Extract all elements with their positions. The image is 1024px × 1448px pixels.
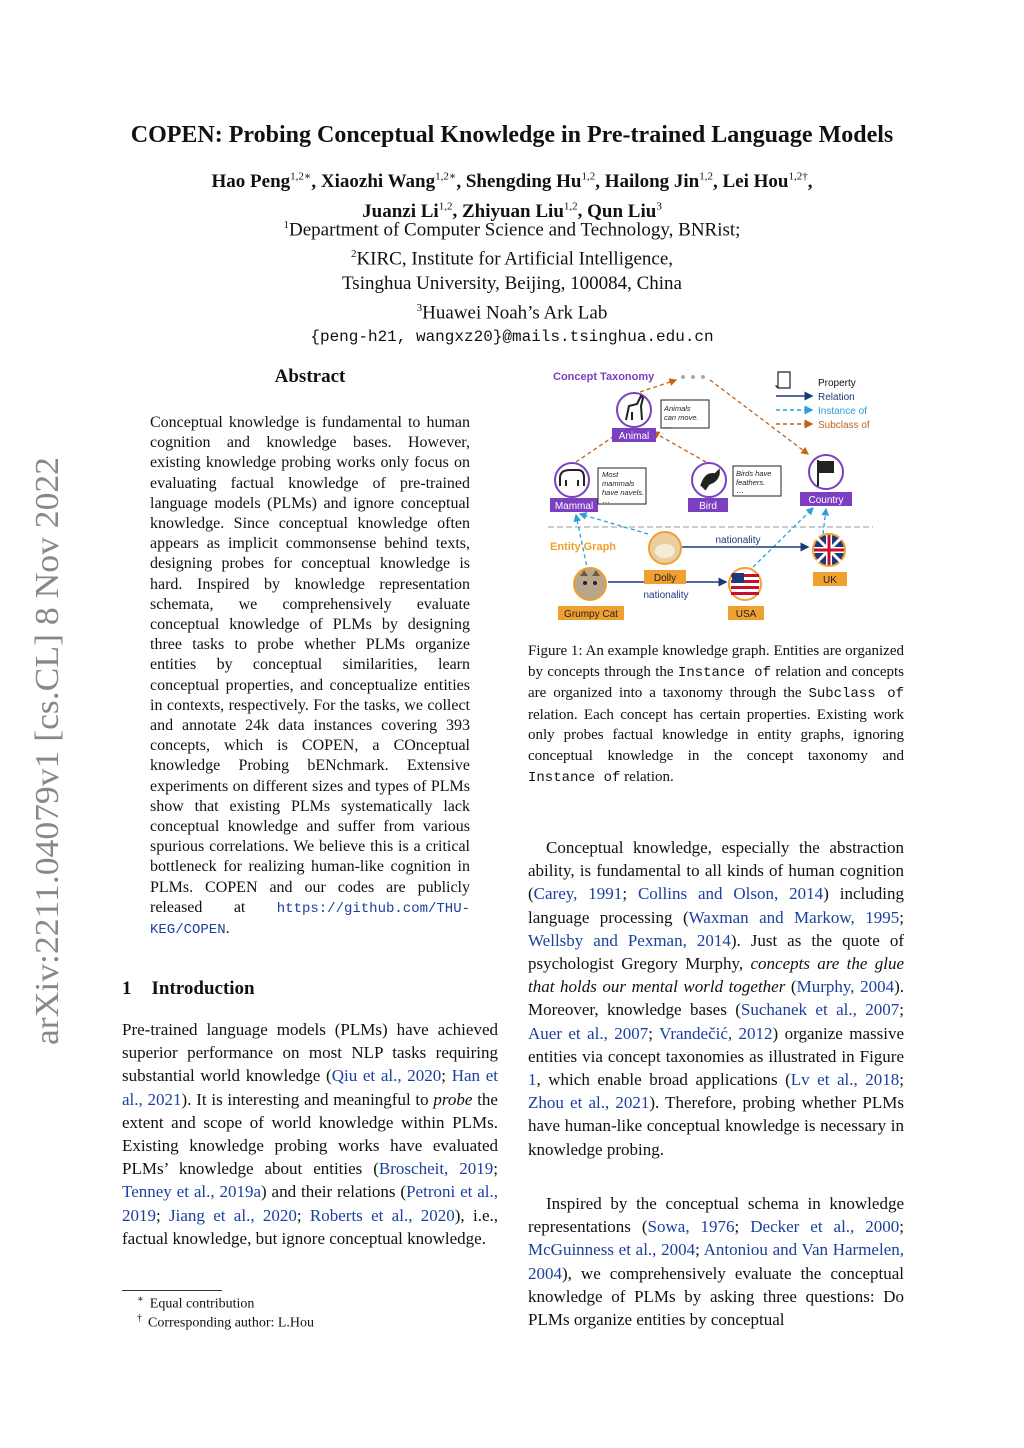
body-text: ), i.e., factual knowledge, but ignore conceptual knowledge. — [122, 1205, 498, 1248]
affiliations — [0, 213, 1024, 349]
body-text: ) and their relations ( — [261, 1182, 407, 1202]
author-line-1: Hao Peng$^{1,2∗}$, Xiaozhi Wang$^{1,2∗}$, Shengding Hu$^{1,2}$, Hailong Jin$^{1,2}$, Lei Hou$^{1,2\dagger}$, — [211, 171, 813, 193]
uk-flag-icon — [813, 534, 845, 566]
property-mammal-2: mammals — [602, 479, 635, 488]
property-animal-3: … — [664, 421, 672, 430]
citation-link[interactable]: Collins and Olson, 2014 — [637, 884, 824, 904]
relation-label-uk: nationality — [715, 535, 761, 546]
citation-link[interactable]: Vrandečić, 2012 — [659, 1023, 773, 1043]
body-text: ) including language processing ( — [528, 884, 904, 927]
author: Qun Liu$^3$ — [587, 200, 662, 222]
relation-label-usa: nationality — [643, 590, 689, 601]
body-text: ( — [785, 977, 797, 997]
body-text: the extent and scope of world knowledge within PLMs. Existing knowledge probing works have evaluated PLMs’ knowledge about entities ( — [122, 1089, 498, 1179]
code-term: Instance of — [677, 664, 771, 681]
body-text: ). Just as the quote of psychologist Gregory Murphy, — [528, 930, 904, 974]
property-mammal-3: have navels. — [602, 488, 645, 497]
citation-link[interactable]: Wellsby and Pexman, 2014 — [528, 930, 731, 950]
entity-uk: UK — [823, 575, 837, 586]
legend — [776, 372, 870, 431]
arxiv-stamp — [14, 455, 74, 1045]
body-text: ; — [899, 1070, 905, 1090]
body-text: ; — [493, 1159, 498, 1179]
body-text: ). It is interesting and meaningful to — [181, 1089, 434, 1109]
citation-link[interactable]: Petroni et al., 2019 — [122, 1182, 498, 1225]
concept-mammal: Mammal — [554, 501, 594, 512]
property-icon — [776, 372, 790, 388]
affiliation-2: $^2$KIRC, Institute for Artificial Intelligence, — [350, 248, 674, 270]
citation-link[interactable]: Lv et al., 2018 — [790, 1070, 900, 1090]
figure-1 — [528, 362, 904, 627]
abstract-heading: Abstract — [274, 366, 346, 387]
body-text: ; — [899, 1217, 904, 1237]
body-text: ). Moreover, knowledge bases ( — [528, 977, 904, 1020]
author: Zhiyuan Liu$^{1,2}$ — [461, 200, 578, 222]
body-text: ; — [622, 884, 638, 904]
arxiv-stamp-text: arXiv:2211.04079v1 [cs.CL] 8 Nov 2022 — [29, 483, 66, 1045]
citation-link[interactable]: Broscheit, 2019 — [378, 1159, 494, 1179]
author: Lei Hou$^{1,2\dagger}$ — [722, 171, 808, 193]
citation-link[interactable]: 1 — [528, 1070, 537, 1090]
abstract-body: Conceptual knowledge is fundamental to human cognition and knowledge bases. However, existing knowledge probing works only focus on evaluating factual knowledge of pre-trained language models (PLMs) and ignore conceptual knowledge. Since conceptual knowledge often appears as implicit commonsense behind texts, designing probes for conceptual knowledge is hard. Inspired by knowledge representation schemata, we comprehensively evaluate conceptual knowledge of PLMs by designing three tasks to probe whether PLMs organize entities by conceptual similarities, learn conceptual properties, and conceptualize entities in contexts, respectively. For the tasks, we collect and annotate 24k data instances covering 393 concepts, which is COPEN, a COnceptual knowledge Probing bENchmark. Extensive experiments on different sizes and types of PLMs show that existing PLMs systematically lack conceptual knowledge and suffer from various spurious correlations. We believe this is a critical bottleneck for realizing human-like cognition in PLMs. COPEN and our codes are publicly released at https://github.com/THU-KEG/COPEN. — [150, 414, 470, 939]
entity-dolly: Dolly — [653, 573, 677, 584]
legend-instance: Instance of — [818, 406, 867, 417]
body-text: ; — [648, 1023, 660, 1043]
emphasis-text: probe — [433, 1089, 473, 1109]
affiliation-2b: Tsinghua University, Beijing, 100084, China — [342, 272, 682, 294]
citation-link[interactable]: McGuinness et al., 2004 — [528, 1240, 696, 1260]
emphasis-text: concepts are the glue that holds our mental world together — [528, 954, 904, 997]
body-text: relation. — [620, 768, 674, 785]
citation-link[interactable]: Tenney et al., 2019a — [122, 1182, 262, 1202]
email: {peng-h21, wangxz20}@mails.tsinghua.edu.cn — [310, 327, 714, 346]
citation-link[interactable]: Murphy, 2004 — [796, 977, 895, 997]
citation-link[interactable]: Roberts et al., 2020 — [309, 1205, 455, 1225]
body-text: ; — [156, 1205, 170, 1225]
intro-paragraph-2 — [528, 836, 904, 1161]
citation-link[interactable]: Auer et al., 2007 — [528, 1023, 649, 1043]
body-text: ; — [695, 1240, 704, 1260]
section-heading: 1 Introduction — [122, 978, 255, 999]
citation-link[interactable]: Waxman and Markow, 1995 — [688, 907, 900, 927]
citation-link[interactable]: Qiu et al., 2020 — [331, 1066, 442, 1086]
author-line-2: Juanzi Li$^{1,2}$, Zhiyuan Liu$^{1,2}$, Qun Liu$^3$ — [362, 200, 662, 222]
author: Juanzi Li$^{1,2}$ — [362, 200, 453, 222]
citation-link[interactable]: Sowa, 1976 — [647, 1217, 735, 1237]
body-text: ). Therefore, probing whether PLMs have human-like conceptual knowledge is necessary in knowledge probing. — [528, 1093, 904, 1159]
body-text: ; — [899, 1000, 904, 1020]
citation-link[interactable]: Antoniou and Van Harmelen, 2004 — [528, 1240, 904, 1283]
body-text: ; — [899, 907, 904, 927]
concept-taxonomy-label: Concept Taxonomy — [553, 371, 655, 383]
body-text: ; — [296, 1205, 310, 1225]
body-text: , which enable broad applications ( — [536, 1070, 791, 1090]
entity-grumpy-cat: Grumpy Cat — [564, 609, 618, 620]
intro-paragraph — [122, 1018, 498, 1250]
property-bird-1: Birds have — [736, 469, 772, 478]
legend-property: Property — [818, 378, 856, 389]
author: Hailong Jin$^{1,2}$ — [604, 171, 713, 193]
body-text: ; — [441, 1066, 452, 1086]
property-bird-2: feathers. — [736, 478, 766, 487]
caption-text — [528, 643, 904, 785]
concept-bird: Bird — [699, 501, 717, 512]
body-text: relation and concepts are organized into a taxonomy through the — [528, 663, 904, 702]
footnote-2: † Corresponding author: L.Hou — [137, 1313, 315, 1331]
figure-caption — [528, 641, 904, 788]
paper-title: COPEN: Probing Conceptual Knowledge in Pre-trained Language Models — [130, 122, 894, 148]
citation-link[interactable]: Zhou et al., 2021 — [528, 1093, 650, 1113]
affiliation-1: $^1$Department of Computer Science and Technology, BNRist; — [283, 219, 741, 241]
citation-link[interactable]: Han et al., 2021 — [122, 1066, 498, 1109]
body-text: ; — [734, 1217, 751, 1237]
entity-graph-label: Entity Graph — [550, 541, 617, 553]
entity-usa: USA — [735, 609, 757, 620]
code-term: Subclass of — [808, 686, 904, 703]
legend-relation: Relation — [818, 392, 855, 403]
code-link[interactable]: https://github.com/THU-KEG/COPEN — [150, 900, 470, 939]
property-mammal-4: … — [602, 496, 610, 505]
author: Hao Peng$^{1,2∗}$ — [211, 171, 312, 193]
body-text: Pre-trained language models (PLMs) have achieved superior performance on most NLP tasks requiring substantial world knowledge ( — [122, 1020, 498, 1086]
property-mammal-1: Most — [602, 470, 619, 479]
footnote-1: ∗ Equal contribution — [137, 1294, 255, 1312]
intro-paragraph-3 — [528, 1192, 904, 1331]
body-text: Conceptual knowledge, especially the abstraction ability, is fundamental to all kinds of human cognition ( — [528, 838, 904, 904]
citation-link[interactable]: Carey, 1991 — [533, 884, 623, 904]
property-animal-1: Animals — [664, 404, 691, 413]
usa-flag-icon — [729, 568, 761, 600]
caption-label: Figure 1: — [528, 643, 583, 659]
concept-animal: Animal — [618, 431, 650, 442]
footnote-rule — [122, 1290, 222, 1291]
concept-country: Country — [808, 495, 844, 506]
property-animal-2: can move. — [664, 413, 699, 422]
citation-link[interactable]: Decker et al., 2000 — [750, 1217, 900, 1237]
body-text: Inspired by the conceptual schema in knowledge representations ( — [528, 1194, 904, 1237]
citation-link[interactable]: Jiang et al., 2020 — [169, 1205, 297, 1225]
abstract-text: Conceptual knowledge is fundamental to human cognition and knowledge bases. However, existing knowledge probing works only focus on evaluating factual knowledge of pre-trained language models (PLMs) and ignore conceptual knowledge. Since conceptual knowledge often appears as implicit commonsense behind texts, designing probes for conceptual knowledge is hard. Inspired by knowledge representation schemata, we comprehensively evaluate conceptual knowledge of PLMs by designing three tasks to probe whether PLMs organize entities by conceptual similarities, learn conceptual properties, and conceptualize entities in contexts, respectively. For the tasks, we collect and annotate 24k data instances covering 393 concepts, which is COPEN, a COnceptual knowledge Probing bENchmark. Extensive experiments on different sizes and types of PLMs show that existing PLMs systematically lack conceptual knowledge and suffer from various spurious correlations. We believe this is a critical bottleneck for realizing human-like cognition in PLMs. COPEN and our codes are publicly released at — [150, 414, 470, 916]
author: Xiaozhi Wang$^{1,2∗}$ — [320, 171, 457, 193]
affiliation-3: $^3$Huawei Noah’s Ark Lab — [416, 301, 608, 323]
body-text: relation. Each concept has certain properties. Existing work only probes factual knowledge in entity graphs, ignoring conceptual knowledge in the concept taxonomy and — [528, 706, 904, 764]
author: Shengding Hu$^{1,2}$ — [465, 171, 596, 193]
legend-subclass: Subclass of — [818, 420, 870, 431]
body-text: ), we comprehensively evaluate the conceptual knowledge of PLMs by asking three questions: Do PLMs organize entities by conceptual — [528, 1263, 904, 1330]
property-bird-3: … — [736, 486, 744, 495]
body-text: An example knowledge graph. Entities are organized by concepts through the — [528, 643, 904, 680]
citation-link[interactable]: Suchanek et al., 2007 — [740, 1000, 900, 1020]
code-term: Instance of — [528, 769, 621, 786]
body-text: ) organize massive entities via concept taxonomies as illustrated in Figure — [528, 1023, 904, 1066]
